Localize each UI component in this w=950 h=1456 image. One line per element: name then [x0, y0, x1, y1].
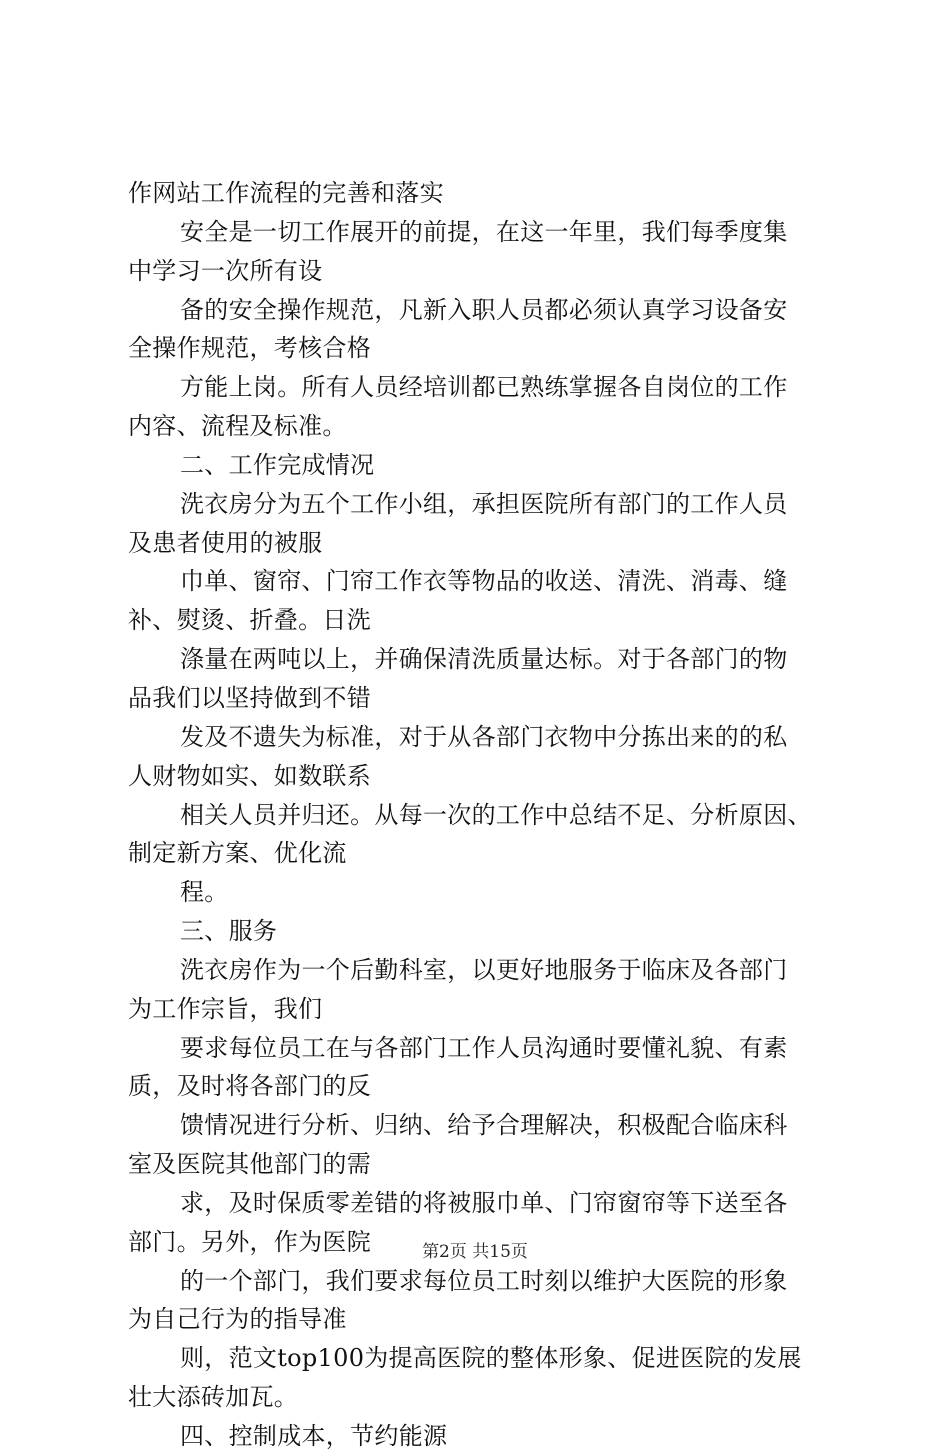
text-line: 作网站工作流程的完善和落实 [128, 179, 444, 207]
text-line: 制定新方案、优化流 [128, 839, 347, 868]
text-line: 的一个部门，我们要求每位员工时刻以维护大医院的形象 [180, 1266, 788, 1295]
text-line: 人财物如实、如数联系 [128, 761, 371, 790]
paragraph-start-line: 洗衣房作为一个后勤科室，以更好地服务于临床及各部门 [180, 955, 788, 984]
text-line: 中学习一次所有设 [128, 256, 323, 285]
page-number-footer: 第2页 共15页 [422, 1242, 528, 1262]
text-line: 方能上岗。所有人员经培训都已熟练掌握各自岗位的工作 [180, 373, 788, 402]
text-line: 巾单、窗帘、门帘工作衣等物品的收送、清洗、消毒、缝 [180, 567, 788, 596]
text-line: 及患者使用的被服 [128, 528, 323, 557]
text-line: 补、熨烫、折叠。日洗 [128, 606, 371, 635]
text-line: 为工作宗旨，我们 [128, 994, 323, 1023]
text-line: 求，及时保质零差错的将被服巾单、门帘窗帘等下送至各 [180, 1188, 788, 1217]
section-heading: 二、工作完成情况 [180, 450, 375, 479]
text-line: 涤量在两吨以上，并确保清洗质量达标。对于各部门的物 [180, 645, 788, 674]
paragraph-start-line: 洗衣房分为五个工作小组，承担医院所有部门的工作人员 [180, 489, 788, 518]
text-line: 发及不遗失为标准，对于从各部门衣物中分拣出来的的私 [180, 722, 788, 751]
text-line: 全操作规范，考核合格 [128, 334, 371, 363]
text-line: 品我们以坚持做到不错 [128, 683, 371, 712]
text-line: 质，及时将各部门的反 [128, 1072, 371, 1101]
text-line: 室及医院其他部门的需 [128, 1150, 371, 1179]
section-heading: 四、控制成本，节约能源 [180, 1422, 448, 1450]
text-line: 内容、流程及标准。 [128, 412, 347, 441]
text-line: 馈情况进行分析、归纳、给予合理解决，积极配合临床科 [180, 1111, 788, 1140]
text-line: 为自己行为的指导准 [128, 1305, 347, 1334]
text-line: 相关人员并归还。从每一次的工作中总结不足、分析原因、 [180, 800, 812, 829]
text-line: 备的安全操作规范，凡新入职人员都必须认真学习设备安 [180, 295, 788, 324]
text-line: 壮大添砖加瓦。 [128, 1383, 299, 1412]
text-line: 则，范文top100为提高医院的整体形象、促进医院的发展 [180, 1344, 802, 1373]
text-line: 程。 [180, 878, 229, 907]
section-heading: 三、服务 [180, 917, 278, 946]
text-line: 要求每位员工在与各部门工作人员沟通时要懂礼貌、有素 [180, 1033, 788, 1062]
paragraph-start-line: 安全是一切工作展开的前提，在这一年里，我们每季度集 [180, 217, 788, 246]
text-line: 部门。另外，作为医院 [128, 1227, 371, 1256]
